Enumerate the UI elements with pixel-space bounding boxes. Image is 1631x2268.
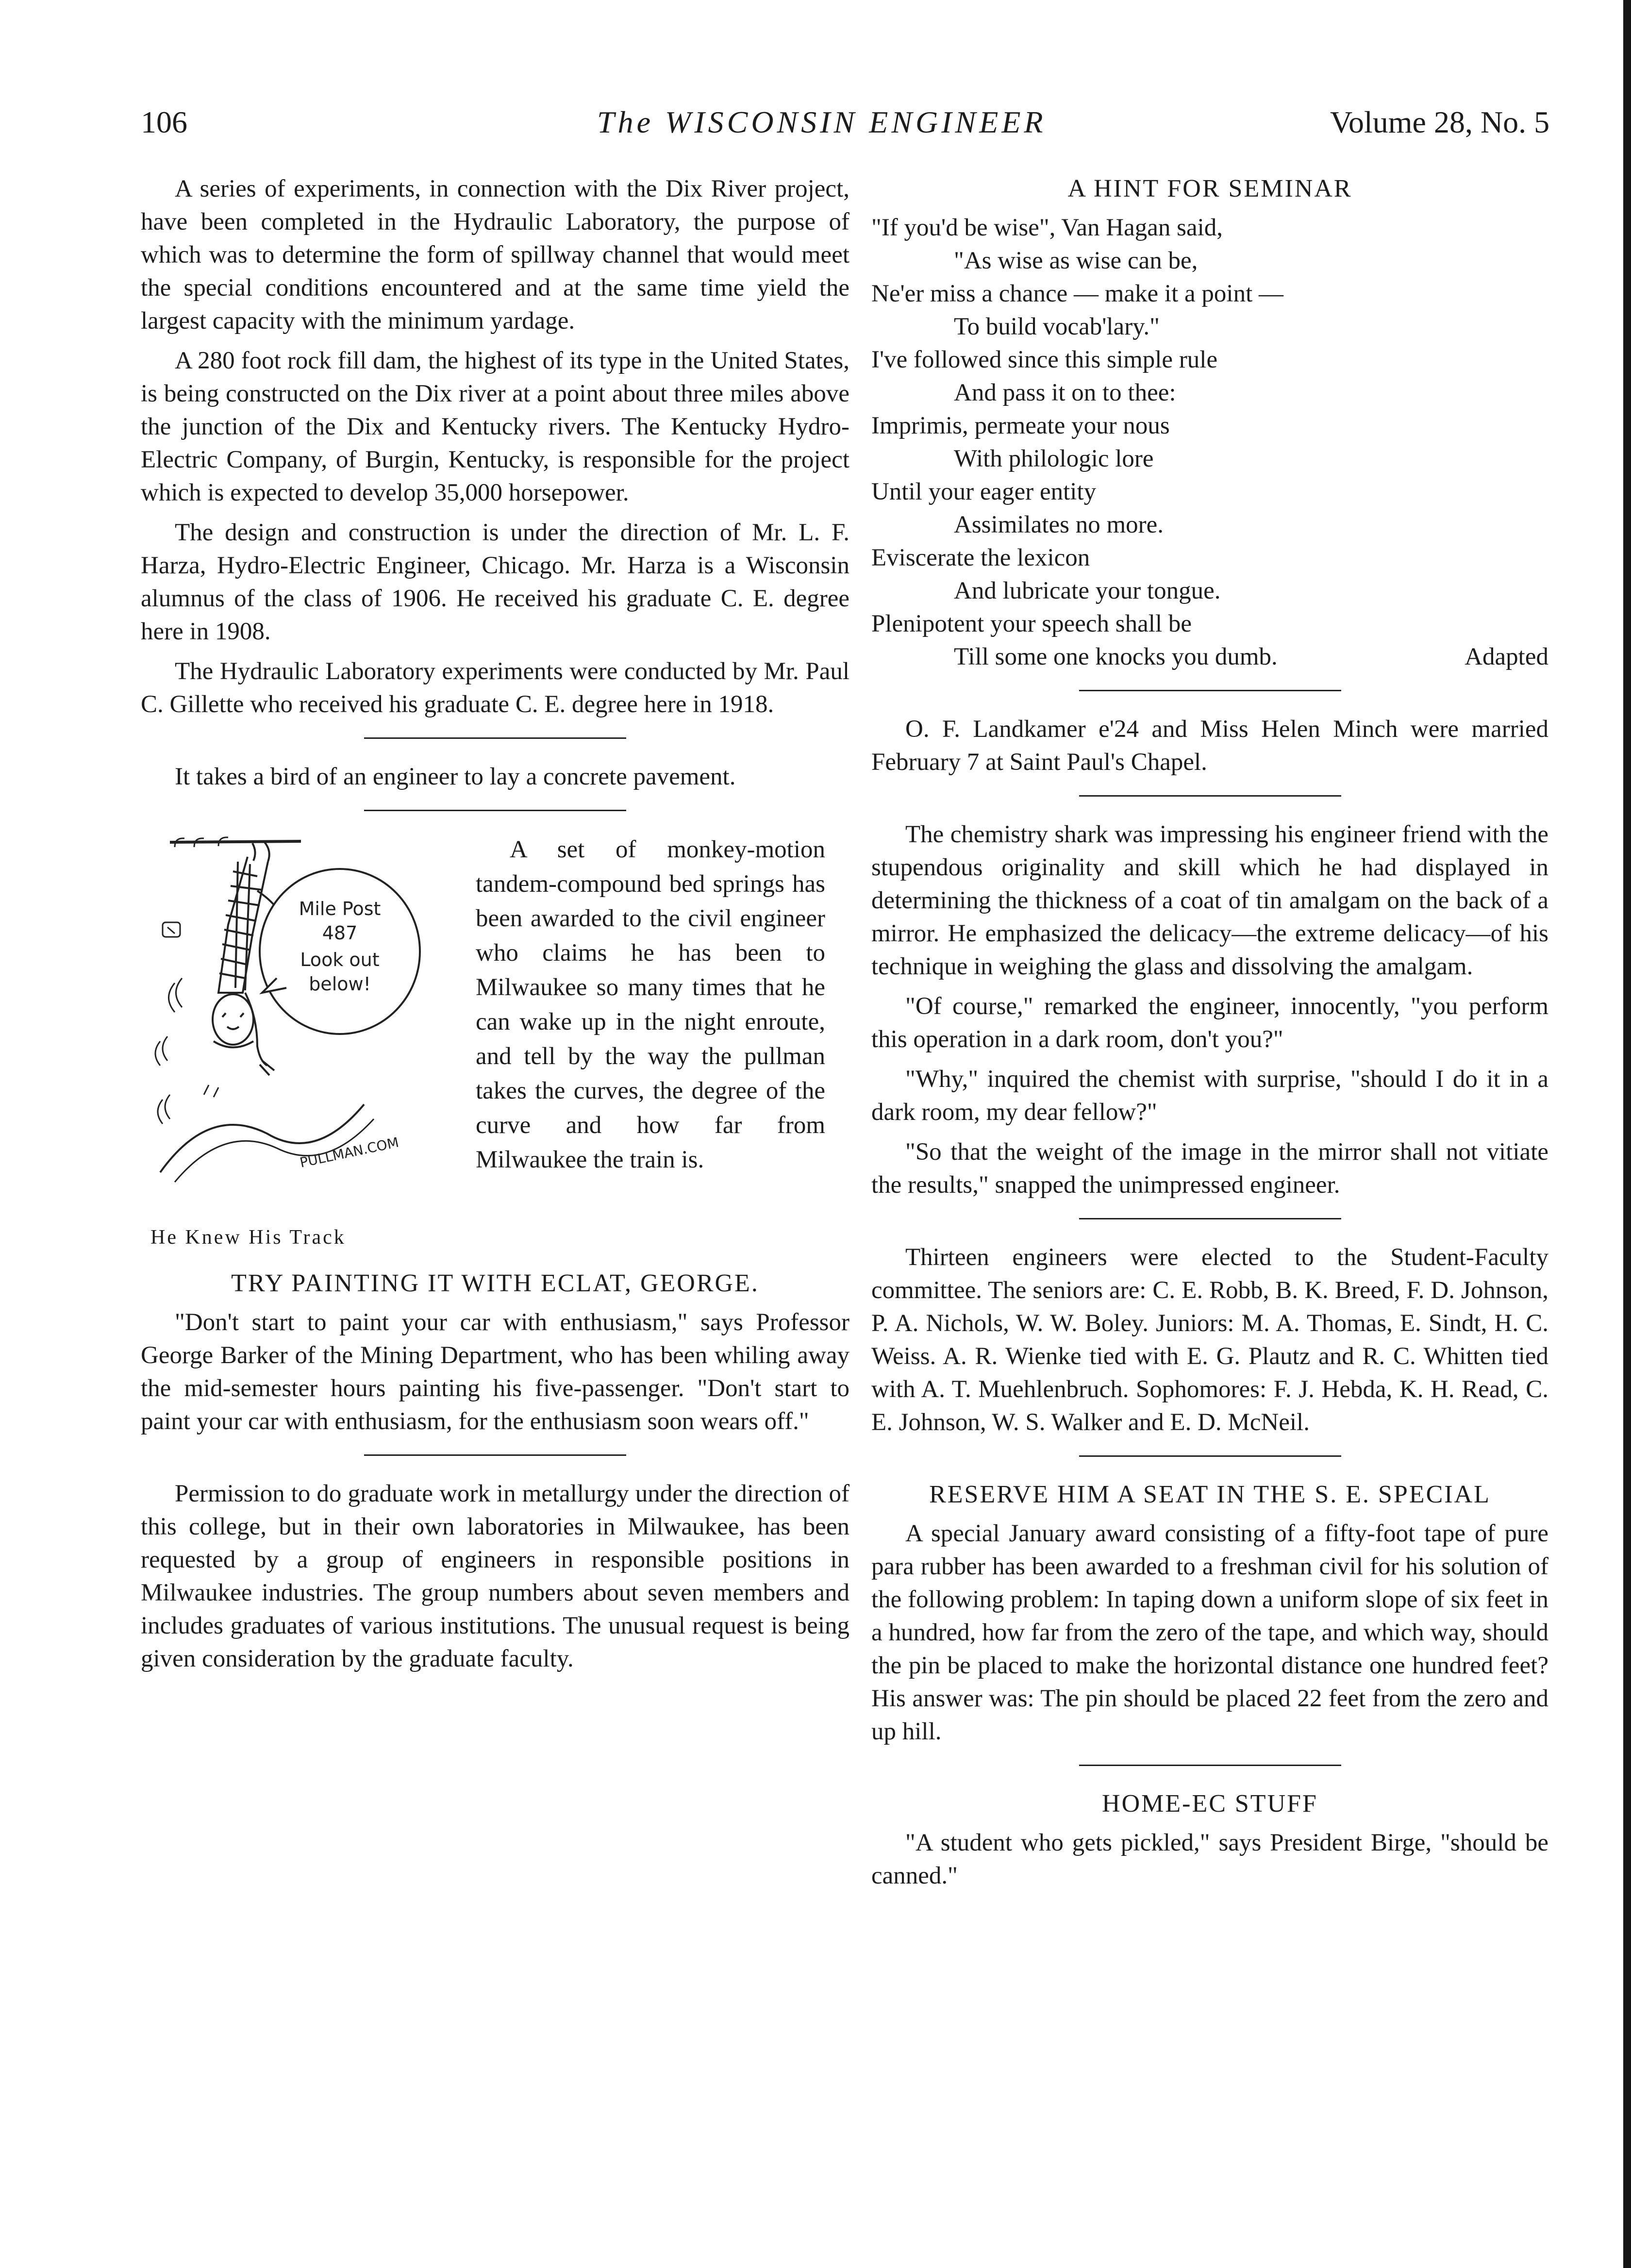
poem-line: Until your eager entity (871, 478, 1097, 505)
poem-line: And lubricate your tongue. (954, 577, 1221, 604)
paragraph: Permission to do graduate work in metallurgy under the direction of this college, but in their own laboratories in Milwaukee, has been requested by a group of engineers in responsible positions in Milwaukee industries. The group numbers about seven members and includes graduates of various institutions. The unusual request is being given consideration by the graduate faculty. (141, 1480, 849, 1672)
volume-number: Volume 28, No. 5 (1330, 105, 1550, 139)
paragraph: "Of course," remarked the engineer, innocently, "you perform this operation in a dark room, don't you?" (871, 993, 1548, 1053)
cartoon-section (141, 833, 849, 1267)
section-divider (1079, 1218, 1341, 1219)
section-divider (1079, 1455, 1341, 1457)
article-heading: HOME-EC STUFF (1102, 1790, 1318, 1818)
left-column (141, 172, 849, 1689)
poem-line: I've followed since this simple rule (871, 346, 1218, 373)
metallurgy-item (141, 1477, 849, 1675)
svg-text:487: 487 (322, 922, 358, 944)
paragraph: "Why," inquired the chemist with surprise, "should I do it in a dark room, my dear fellow?" (871, 1066, 1548, 1126)
section-divider (364, 737, 626, 739)
scan-edge (1623, 0, 1631, 2268)
article-heading: TRY PAINTING IT WITH ECLAT, GEORGE. (231, 1269, 759, 1297)
section-divider (1079, 1765, 1341, 1766)
marriage-notice (871, 713, 1548, 779)
poem-line: Till some one knocks you dumb. (954, 643, 1278, 670)
poem-last-line (871, 640, 1548, 673)
paragraph: The chemistry shark was impressing his engineer friend with the stupendous originality and skill which he had displayed in determining the thickness of a coat of tin amalgam on the back of a mirror. He emphasized the delicacy—the extreme delicacy—of his technique in weighing the glass and dissolving the amalgam. (871, 821, 1548, 980)
paragraph: Thirteen engineers were elected to the Student-Faculty committee. The seniors are: C. E. Robb, B. K. Breed, F. D. Johnson, P. A. Nichols, W. W. Boley. Juniors: M. A. Thomas, E. Sindt, H. C. Weiss. A. R. Wienke tied with E. G. Plautz and R. C. Whitten tied with A. T. Muehlenbruch. Sophomores: F. J. Hebda, K. H. Read, C. E. Johnson, W. S. Walker and E. D. McNeil. (871, 1244, 1548, 1436)
page-number: 106 (141, 105, 187, 139)
painting-article (141, 1267, 849, 1438)
paragraph: "So that the weight of the image in the mirror shall not vitiate the results," snapped the unimpressed engineer. (871, 1138, 1548, 1199)
poem-line: "If you'd be wise", Van Hagan said, (871, 214, 1223, 241)
spillway-article (141, 172, 849, 721)
paragraph: A special January award consisting of a fifty-foot tape of pure para rubber has been awarded to a freshman civil for his solution of the following problem: In taping down a uniform slope of six feet in a hundred, how far from the zero of the tape, and which way, should the pin be placed to make the horizontal distance one hundred feet? His answer was: The pin should be placed 22 feet from the zero and up hill. (871, 1520, 1548, 1745)
svg-text:below!: below! (309, 973, 371, 995)
seminar-poem (871, 172, 1548, 673)
bird-item (141, 760, 849, 793)
section-divider (1079, 690, 1341, 691)
paragraph: It takes a bird of an engineer to lay a concrete pavement. (175, 763, 736, 790)
poem-line: Eviscerate the lexicon (871, 544, 1090, 571)
committee-item (871, 1241, 1548, 1439)
paragraph: A series of experiments, in connection with the Dix River project, have been completed in the Hydraulic Laboratory, the purpose of which was to determine the form of spillway channel that would meet the special conditions encountered and at the same time yield the largest capacity with the minimum yardage. (141, 175, 849, 334)
poem-line: "As wise as wise can be, (954, 247, 1198, 274)
poem-line: To build vocab'lary." (954, 313, 1160, 340)
section-divider (1079, 795, 1341, 797)
cartoon-illustration (141, 833, 456, 1231)
article-heading: A HINT FOR SEMINAR (1067, 175, 1352, 202)
paragraph: O. F. Landkamer e'24 and Miss Helen Minch were married February 7 at Saint Paul's Chapel. (871, 716, 1548, 776)
paragraph: "Don't start to paint your car with enthusiasm," says Professor George Barker of the Mining Department, who has been whiling away the mid-semester hours painting his five-passenger. "Don't start to paint your car with enthusiasm, for the enthusiasm soon wears off." (141, 1309, 849, 1435)
right-column (871, 172, 1548, 1906)
svg-text:Mile Post: Mile Post (299, 898, 381, 919)
section-divider (364, 1454, 626, 1456)
article-heading: RESERVE HIM A SEAT IN THE S. E. SPECIAL (929, 1481, 1491, 1508)
svg-text:Look out: Look out (300, 949, 380, 970)
homeec-article (871, 1787, 1548, 1892)
paragraph: A set of monkey-motion tandem-compound bed springs has been awarded to the civil engineer who claims he has been to Milwaukee so many times that he can wake up in the night enroute, and tell by the way the pullman takes the curves, the degree of the curve and how far from Milwaukee the train is. (476, 836, 825, 1173)
journal-title: The WISCONSIN ENGINEER (597, 105, 1047, 139)
poem-line: And pass it on to thee: (954, 379, 1176, 406)
section-divider (364, 810, 626, 811)
poem-line: Ne'er miss a chance — make it a point — (871, 280, 1283, 307)
paragraph: The design and construction is under the direction of Mr. L. F. Harza, Hydro-Electric Engineer, Chicago. Mr. Harza is a Wisconsin alumnus of the class of 1906. He received his graduate C. E. degree here in 1908. (141, 519, 849, 645)
svg-text:PULLMAN.COM: PULLMAN.COM (298, 1134, 400, 1171)
poem-line: With philologic lore (954, 445, 1154, 472)
paragraph: A 280 foot rock fill dam, the highest of its type in the United States, is being constructed on the Dix river at a point about three miles above the junction of the Dix and Kentucky rivers. The Kentucky Hydro-Electric Company, of Burgin, Kentucky, is responsible for the project which is expected to develop 35,000 horsepower. (141, 347, 849, 506)
poem-line: Imprimis, permeate your nous (871, 412, 1170, 439)
cartoon-caption: He Knew His Track (150, 1226, 346, 1249)
reserve-article (871, 1478, 1548, 1748)
paragraph: "A student who gets pickled," says President Birge, "should be canned." (871, 1829, 1548, 1889)
poem-line: Assimilates no more. (954, 511, 1164, 538)
poem-line: Plenipotent your speech shall be (871, 610, 1192, 637)
chemistry-anecdote (871, 818, 1548, 1201)
poem-credit: Adapted (1465, 643, 1548, 670)
running-head (0, 104, 1631, 148)
bed-springs-item (476, 833, 825, 1177)
paragraph: The Hydraulic Laboratory experiments were conducted by Mr. Paul C. Gillette who received his graduate C. E. degree here in 1918. (141, 658, 849, 718)
